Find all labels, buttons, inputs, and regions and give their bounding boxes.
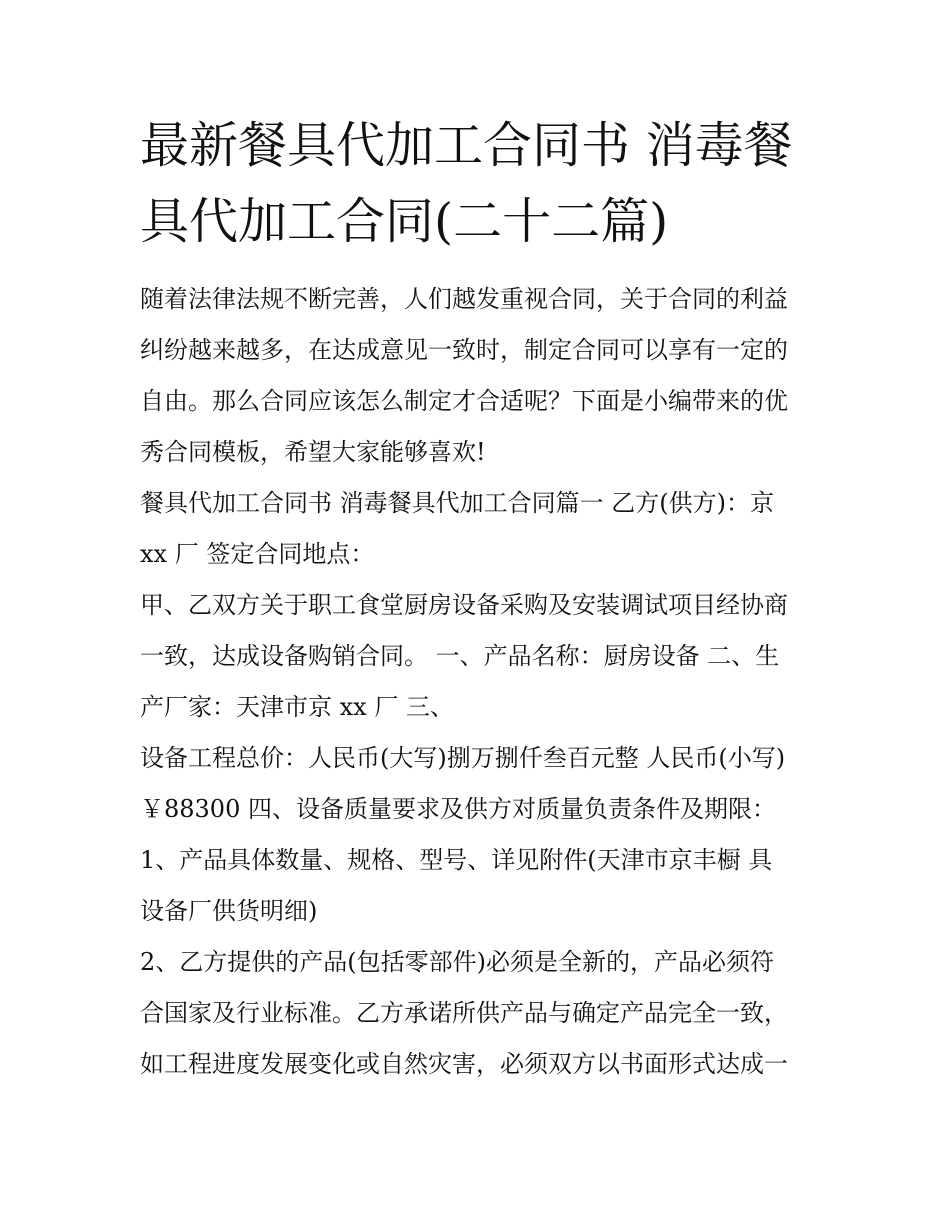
- body-line: 一致，达成设备购销合同。 一、产品名称：厨房设备 二、生: [140, 642, 780, 670]
- document-body: [140, 274, 830, 1090]
- body-line: 甲、乙双方关于职工食堂厨房设备采购及安装调试项目经协商: [140, 591, 788, 619]
- body-line: 设备厂供货明细): [140, 897, 318, 925]
- body-line: 自由。那么合同应该怎么制定才合适呢？下面是小编带来的优: [140, 387, 788, 415]
- body-line: 如工程进度发展变化或自然灾害，必须双方以书面形式达成一: [140, 1050, 788, 1078]
- body-line: 1、产品具体数量、规格、型号、详见附件(天津市京丰橱 具: [140, 846, 773, 874]
- title-line: 最新餐具代加工合同书 消毒餐: [140, 117, 793, 174]
- body-line: 秀合同模板，希望大家能够喜欢!: [140, 438, 486, 466]
- body-line: 合国家及行业标准。乙方承诺所供产品与确定产品完全一致，: [140, 999, 788, 1027]
- body-line: 产厂家：天津市京 xx 厂 三、: [140, 693, 454, 721]
- body-line: 2、乙方提供的产品(包括零部件)必须是全新的，产品必须符: [140, 948, 774, 976]
- title-line: 具代加工合同(二十二篇): [140, 193, 669, 250]
- document-title: [140, 108, 820, 260]
- body-line: 随着法律法规不断完善，人们越发重视合同，关于合同的利益: [140, 285, 788, 313]
- body-line: 餐具代加工合同书 消毒餐具代加工合同篇一 乙方(供方)：京: [140, 489, 774, 517]
- body-line: 设备工程总价：人民币(大写)捌万捌仟叁百元整 人民币(小写): [140, 744, 786, 772]
- body-line: 纠纷越来越多，在达成意见一致时，制定合同可以享有一定的: [140, 336, 788, 364]
- body-line: ￥88300 四、设备质量要求及供方对质量负责条件及期限：: [140, 795, 776, 823]
- body-line: xx 厂 签定合同地点：: [140, 540, 375, 568]
